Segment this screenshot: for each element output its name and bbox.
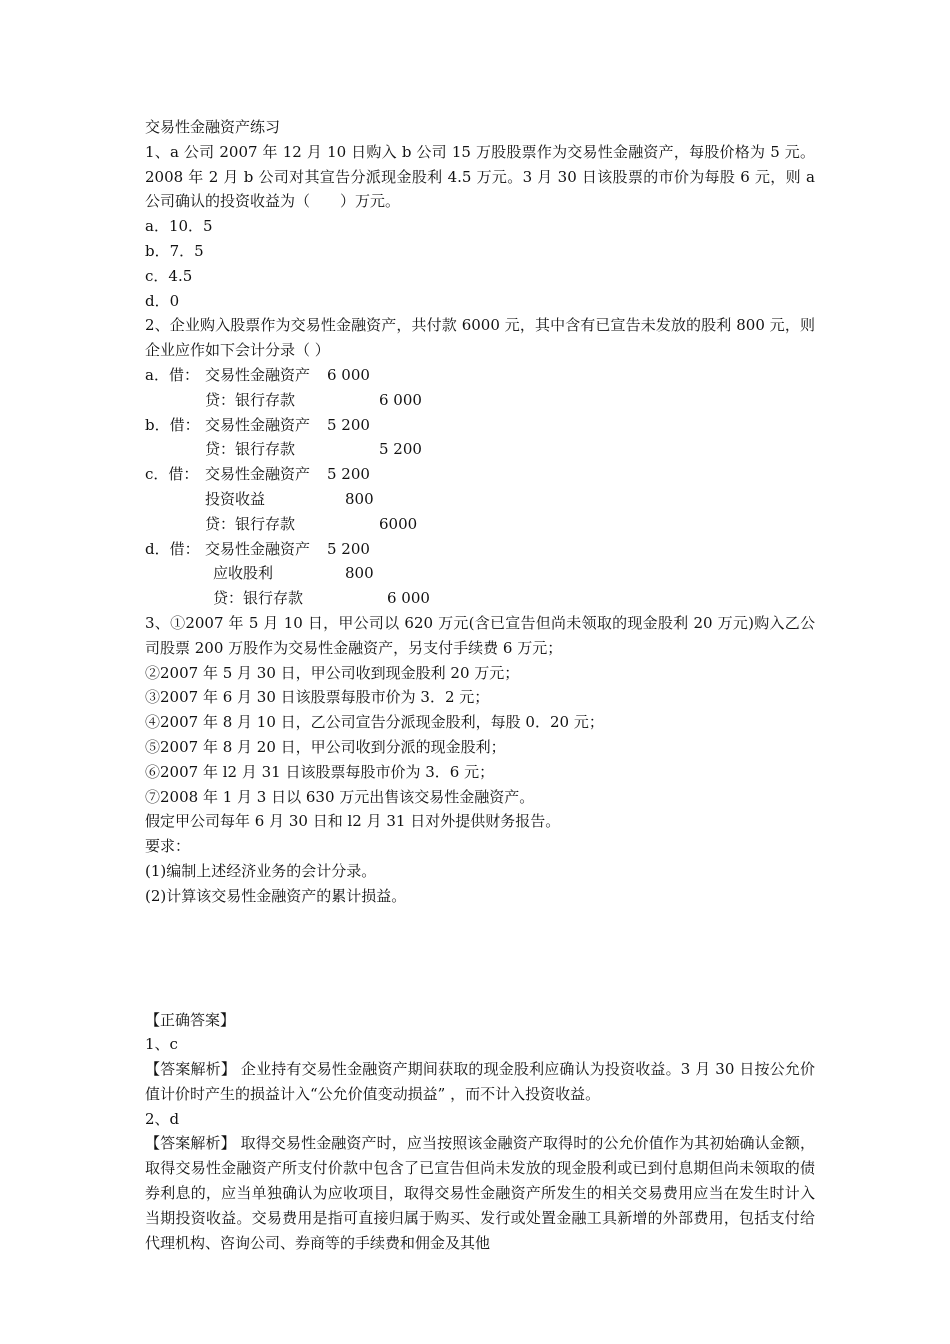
- question-2-option-b: [145, 413, 815, 463]
- debit-amount-2: 800: [345, 564, 374, 583]
- answers-heading: 【正确答案】: [145, 1010, 236, 1029]
- debit-amount: 5 200: [327, 465, 370, 484]
- question-1-option-a: a．10．5: [145, 217, 213, 236]
- question-3-event: ⑤2007 年 8 月 20 日，甲公司收到分派的现金股利；: [145, 737, 506, 756]
- debit-account: 交易性金融资产: [205, 365, 311, 384]
- answer-2: 2、d: [145, 1109, 180, 1128]
- option-label: c．借：: [145, 465, 199, 484]
- question-2-option-a: [145, 363, 815, 413]
- question-3-event: ④2007 年 8 月 10 日，乙公司宣告分派现金股利，每股 0．20 元；: [145, 713, 604, 732]
- question-1-stem: 1、a 公司 2007 年 12 月 10 日购入 b 公司 15 万股股票作为交易性金融资产，每股价格为 5 元。2008 年 2 月 b 公司对其宣告分派现金股利 4.5 万元。3 月 30 日该股票的市价为每股 6 元，则 a 公司确认的投资收益为（ ）万元。: [145, 142, 815, 211]
- debit-account: 交易性金融资产: [205, 465, 311, 484]
- question-3-stem: 3、①2007 年 5 月 10 日，甲公司以 620 万元(含已宣告但尚未领取的现金股利 20 万元)购入乙公司股票 200 万股作为交易性金融资产，另支付手续费 6 万元；: [145, 613, 815, 657]
- credit-account: 贷：银行存款: [205, 390, 296, 409]
- question-1-option-d: d．0: [145, 291, 180, 310]
- debit-amount: 6 000: [327, 365, 370, 384]
- answer-1: 1、c: [145, 1035, 178, 1054]
- credit-account: 贷：银行存款: [205, 514, 296, 533]
- question-3-requirements-title: 要求：: [145, 837, 191, 856]
- question-2-option-d: [145, 537, 815, 611]
- answer-2-analysis: 【答案解析】 取得交易性金融资产时，应当按照该金融资产取得时的公允价值作为其初始确认金额，取得交易性金融资产所支付价款中包含了已宣告但尚未发放的现金股利或已到付息期但尚未领取的债券利息的，应当单独确认为应收项目，取得交易性金融资产所发生的相关交易费用应当在发生时计入当期投资收益。交易费用是指可直接归属于购买、发行或处置金融工具新增的外部费用，包括支付给代理机构、咨询公司、券商等的手续费和佣金及其他: [145, 1134, 815, 1252]
- question-3-requirement-2: (2)计算该交易性金融资产的累计损益。: [145, 886, 407, 905]
- question-3-assumption: 假定甲公司每年 6 月 30 日和 l2 月 31 日对外提供财务报告。: [145, 812, 561, 831]
- option-label: b．借：: [145, 415, 200, 434]
- credit-amount: 6 000: [379, 390, 422, 409]
- debit-account: 交易性金融资产: [205, 539, 311, 558]
- question-2-stem: 2、企业购入股票作为交易性金融资产，共付款 6000 元，其中含有已宣告未发放的股利 800 元，则企业应作如下会计分录（ ）: [145, 316, 815, 360]
- answer-1-analysis: 【答案解析】 企业持有交易性金融资产期间获取的现金股利应确认为投资收益。3 月 30 日按公允价值计价时产生的损益计入“公允价值变动损益” ，而不计入投资收益。: [145, 1060, 815, 1103]
- credit-account: 贷：银行存款: [213, 589, 304, 608]
- document-title: 交易性金融资产练习: [145, 118, 281, 136]
- question-3-event: ⑥2007 年 l2 月 31 日该股票每股市价为 3．6 元；: [145, 762, 495, 781]
- question-3-event: ③2007 年 6 月 30 日该股票每股市价为 3．2 元；: [145, 688, 490, 707]
- credit-amount: 6 000: [387, 589, 430, 608]
- question-3-requirement-1: (1)编制上述经济业务的会计分录。: [145, 861, 377, 880]
- question-2-option-c: [145, 462, 815, 536]
- credit-amount: 5 200: [379, 440, 422, 459]
- debit-amount: 5 200: [327, 415, 370, 434]
- debit-account-2: 应收股利: [213, 564, 274, 583]
- credit-account: 贷：银行存款: [205, 440, 296, 459]
- debit-account-2: 投资收益: [205, 489, 266, 508]
- debit-amount: 5 200: [327, 539, 370, 558]
- option-label: d．借：: [145, 539, 200, 558]
- debit-amount-2: 800: [345, 489, 374, 508]
- question-1-option-c: c．4.5: [145, 266, 193, 285]
- spacer: [145, 909, 815, 1008]
- credit-amount: 6000: [379, 514, 418, 533]
- debit-account: 交易性金融资产: [205, 415, 311, 434]
- question-3-event: ⑦2008 年 1 月 3 日以 630 万元出售该交易性金融资产。: [145, 787, 535, 806]
- document-body: [145, 115, 815, 1255]
- option-label: a．借：: [145, 365, 199, 384]
- question-3-event: ②2007 年 5 月 30 日，甲公司收到现金股利 20 万元；: [145, 663, 520, 682]
- question-1-option-b: b．7．5: [145, 241, 204, 260]
